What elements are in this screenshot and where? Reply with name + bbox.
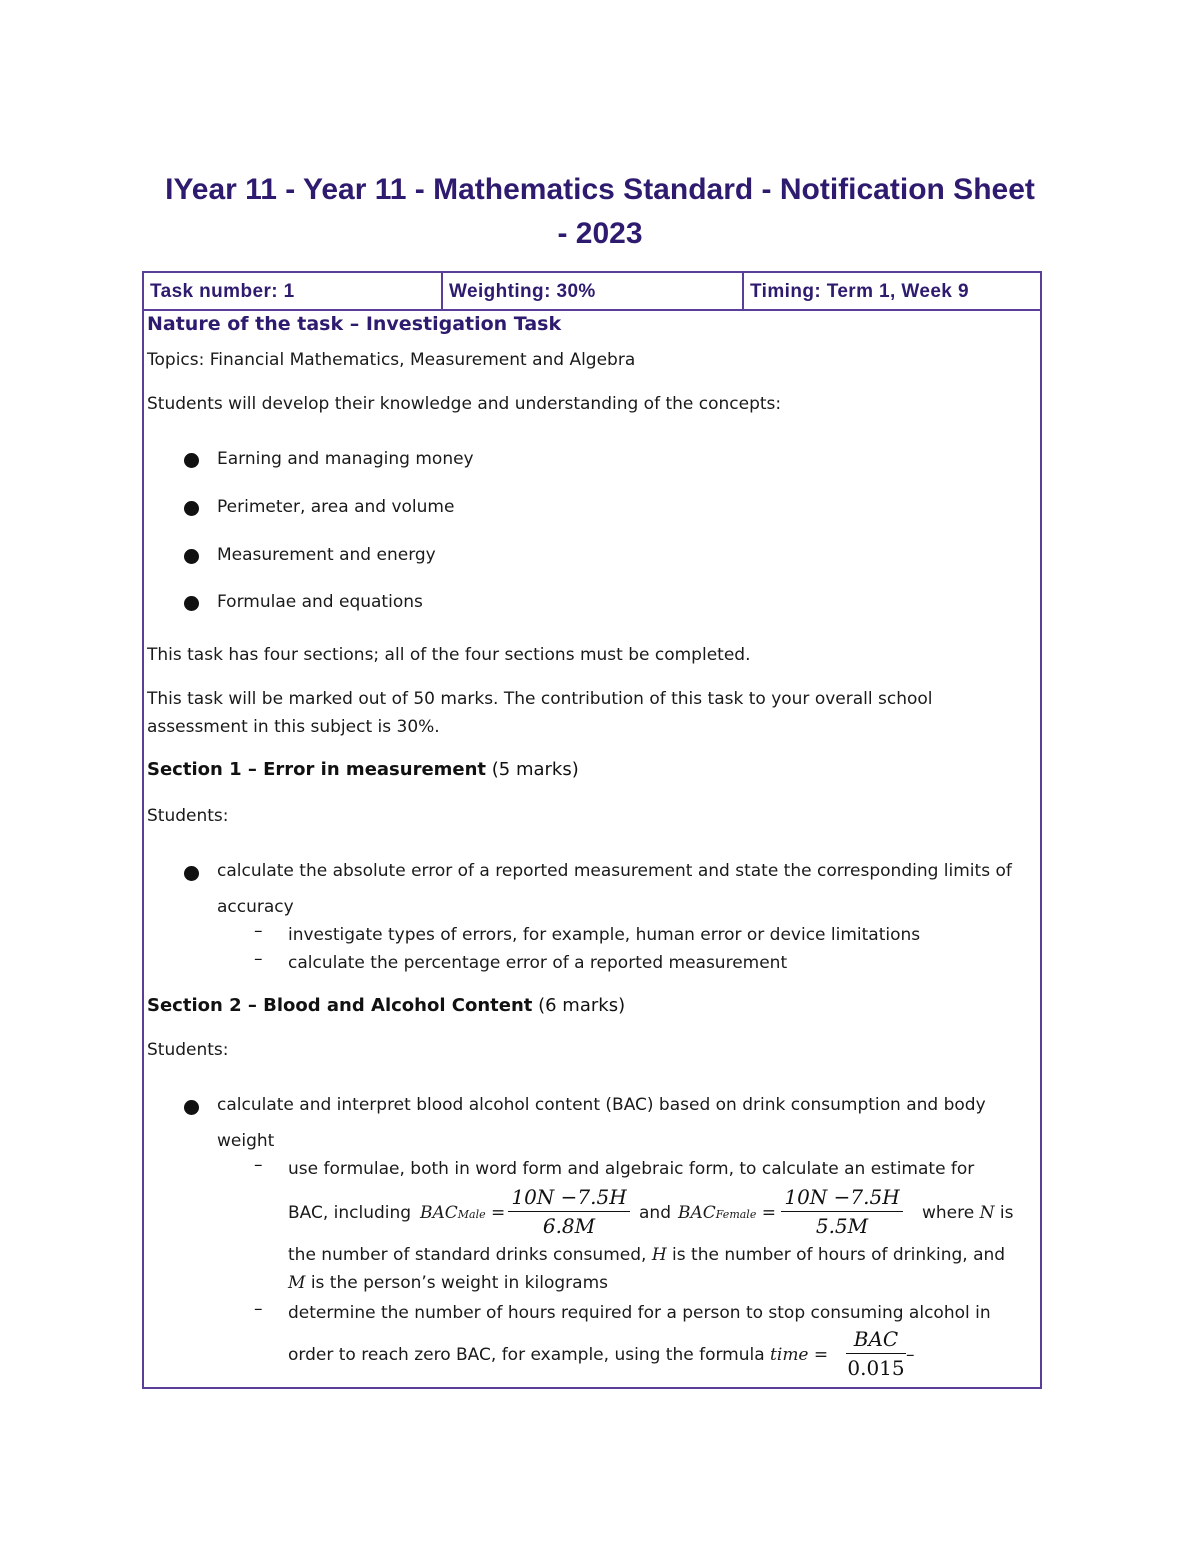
bac-subpoint-line-4	[288, 1269, 608, 1297]
n-symbol: N	[979, 1203, 995, 1223]
sections-note: This task has four sections; all of the four sections must be completed.	[147, 645, 751, 665]
bac-subpoint-line-3	[288, 1241, 1005, 1269]
male-subscript: Male	[457, 1208, 486, 1221]
bac-male-fraction	[508, 1184, 630, 1239]
male-denominator: 6.8M	[542, 1214, 596, 1238]
marks-note-line-1: This task will be marked out of 50 marks. The contribution of this task to your overall school	[147, 689, 933, 709]
section-1-subpoint: calculate the percentage error of a reported measurement	[288, 953, 788, 973]
concept-item: Earning and managing money	[217, 449, 474, 469]
section-2-title: Section 2 – Blood and Alcohol Content	[147, 995, 533, 1016]
section-1-title: Section 1 – Error in measurement	[147, 759, 487, 780]
male-numerator: 10N −7.5H	[511, 1185, 627, 1209]
document-title	[100, 168, 1100, 256]
dash-icon: –	[254, 949, 263, 969]
fraction-bar	[781, 1211, 903, 1212]
concept-item: Perimeter, area and volume	[217, 497, 455, 517]
m-symbol: M	[288, 1273, 306, 1293]
bullet-icon	[184, 501, 199, 516]
bullet-icon	[184, 453, 199, 468]
timing-cell: Timing: Term 1, Week 9	[750, 281, 969, 302]
where-n-is	[922, 1199, 1014, 1227]
dash-icon: –	[254, 1155, 263, 1175]
fraction-bar	[508, 1211, 630, 1212]
h-symbol: H	[651, 1245, 667, 1265]
female-subscript: Female	[715, 1208, 757, 1221]
section-2-marks: (6 marks)	[532, 995, 626, 1016]
bac-male-symbol	[420, 1199, 505, 1229]
section-2-bullet-line-2: weight	[217, 1131, 275, 1151]
dash-icon: –	[254, 921, 263, 941]
time-fraction	[846, 1326, 906, 1381]
equals-sign: =	[491, 1203, 506, 1223]
equals-sign: =	[761, 1203, 776, 1223]
section-1-bullet-line-1: calculate the absolute error of a reported measurement and state the corresponding limits of	[217, 861, 1012, 881]
bac-including-text: BAC, including	[288, 1203, 412, 1223]
equals-sign: =	[813, 1345, 829, 1365]
fraction-bar	[846, 1353, 906, 1354]
title-line-2: - 2023	[557, 217, 643, 250]
time-symbol: time	[770, 1345, 809, 1365]
bac-female-symbol	[678, 1199, 776, 1229]
where-text: where	[922, 1203, 975, 1223]
section-1-marks: (5 marks)	[486, 759, 579, 780]
task-number-cell: Task number: 1	[144, 273, 443, 309]
section-1-bullet-line-2: accuracy	[217, 897, 294, 917]
bullet-icon	[184, 549, 199, 564]
nature-heading: Nature of the task – Investigation Task	[147, 313, 562, 335]
female-denominator: 5.5M	[815, 1214, 869, 1238]
and-text: and	[639, 1203, 671, 1223]
hours-subpoint-line-1: determine the number of hours required for a person to stop consuming alcohol in	[288, 1303, 991, 1323]
formula-intro: order to reach zero BAC, for example, using the formula	[288, 1345, 765, 1365]
weight-text: is the person’s weight in kilograms	[310, 1273, 608, 1293]
concepts-intro: Students will develop their knowledge and understanding of the concepts:	[147, 394, 782, 414]
drinks-text: the number of standard drinks consumed,	[288, 1245, 647, 1265]
bac-female-fraction	[781, 1184, 903, 1239]
section-2-bullet-line-1: calculate and interpret blood alcohol content (BAC) based on drink consumption and body	[217, 1095, 986, 1115]
hours-subpoint-line-2	[288, 1341, 828, 1369]
bac-subpoint-line-1: use formulae, both in word form and algebraic form, to calculate an estimate for	[288, 1159, 975, 1179]
section-1-heading	[147, 756, 579, 784]
bullet-icon	[184, 1100, 199, 1115]
section-1-subpoint: investigate types of errors, for example, human error or device limitations	[288, 925, 921, 945]
title-line-1: IYear 11 - Year 11 - Mathematics Standard - Notification Sheet	[165, 173, 1035, 206]
bac-symbol: BAC	[420, 1203, 458, 1223]
trailing-dash: –	[906, 1345, 915, 1365]
bullet-icon	[184, 596, 199, 611]
bac-symbol: BAC	[678, 1203, 716, 1223]
section-2-students: Students:	[147, 1040, 229, 1060]
section-1-students: Students:	[147, 806, 229, 826]
concept-item: Formulae and equations	[217, 592, 423, 612]
dash-icon: –	[254, 1299, 263, 1319]
section-2-heading	[147, 992, 625, 1020]
is-text: is	[999, 1203, 1014, 1223]
header-row	[144, 273, 1040, 311]
time-denominator: 0.015	[847, 1356, 905, 1380]
weighting-cell: Weighting: 30%	[443, 273, 744, 309]
hours-text: is the number of hours of drinking, and	[672, 1245, 1006, 1265]
time-numerator: BAC	[853, 1327, 899, 1351]
concept-item: Measurement and energy	[217, 545, 436, 565]
topics-text: Topics: Financial Mathematics, Measurement and Algebra	[147, 350, 636, 370]
female-numerator: 10N −7.5H	[784, 1185, 900, 1209]
bullet-icon	[184, 866, 199, 881]
marks-note-line-2: assessment in this subject is 30%.	[147, 717, 440, 737]
